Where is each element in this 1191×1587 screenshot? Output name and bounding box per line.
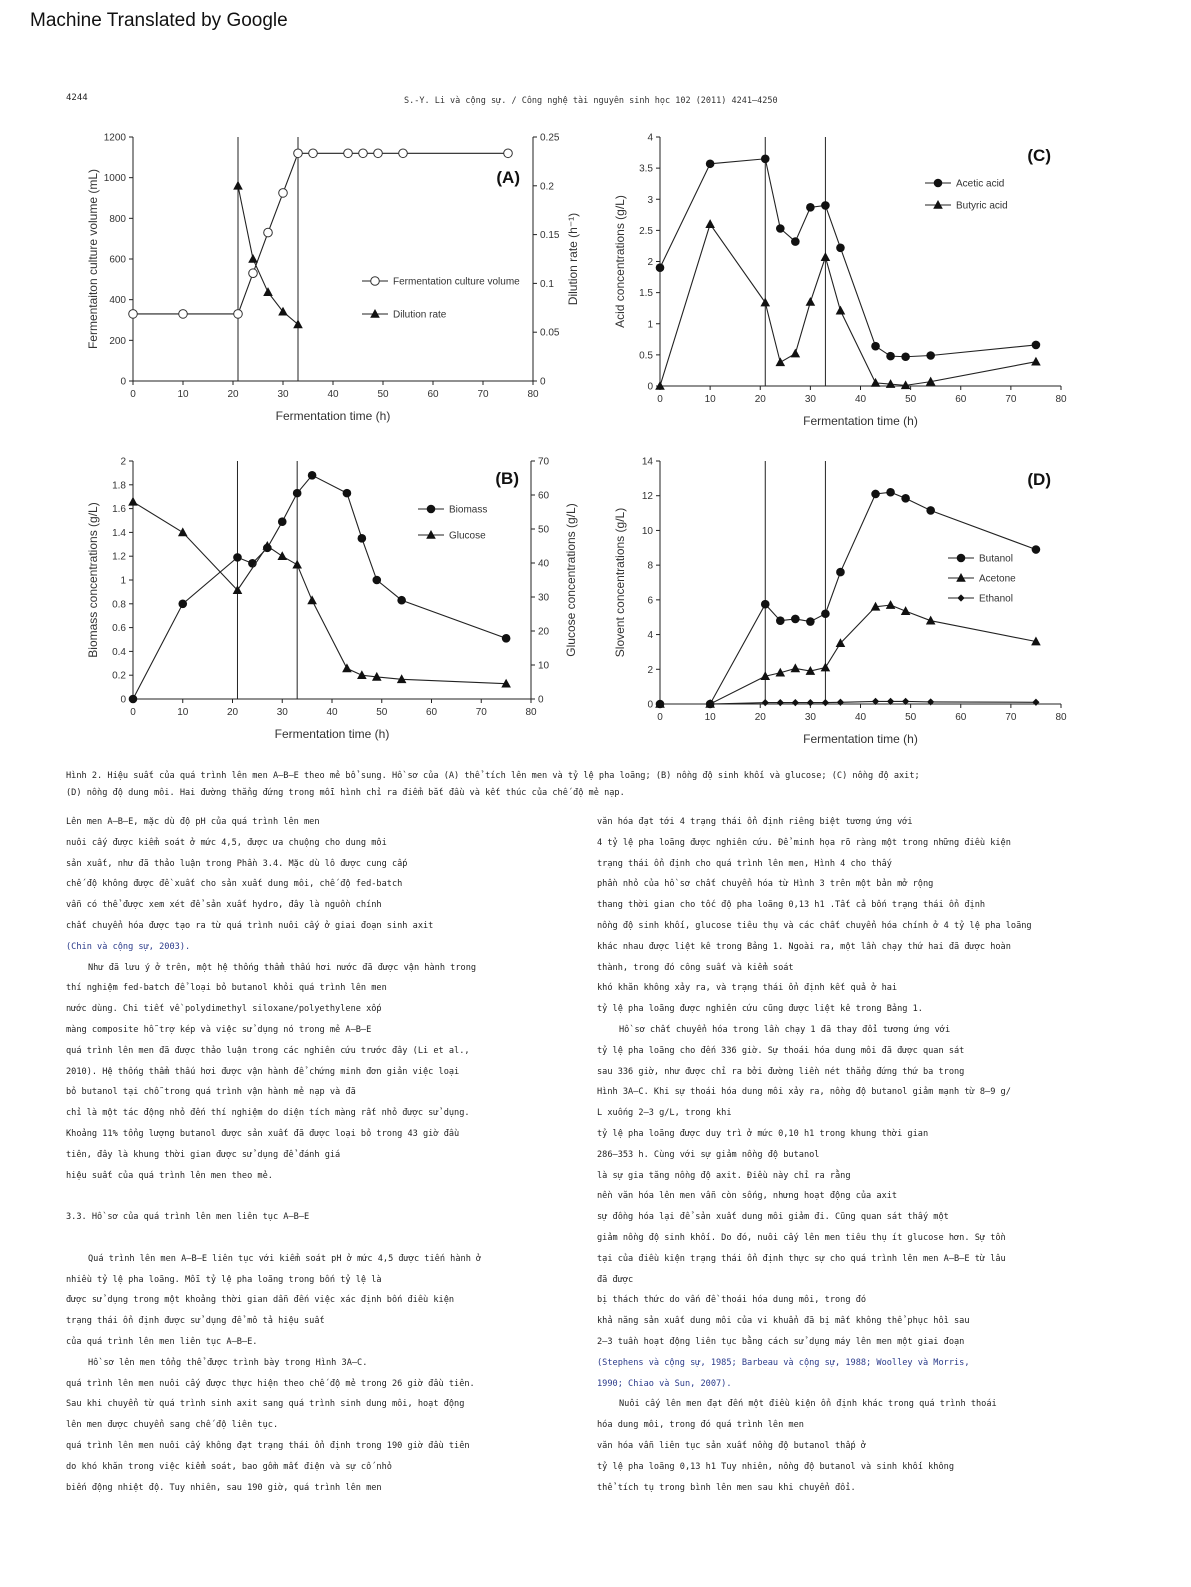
left-column-line — [66, 1228, 586, 1249]
x-tick-label: 60 — [427, 389, 439, 400]
data-point — [926, 351, 935, 360]
right-column-line: là sự gia tăng nồng độ axit. Điều này chỉ ra rằng — [597, 1170, 851, 1181]
data-point — [821, 609, 830, 618]
legend-marker — [934, 179, 943, 188]
right-column-line: phần nhỏ của hồ sơ chất chuyển hóa từ Hình 3 trên một bản mở rộng — [597, 879, 934, 890]
data-point — [233, 553, 242, 562]
series-line — [238, 186, 298, 325]
right-column-line: 286–353 h. Cùng với sự giảm nồng độ butanol — [597, 1149, 820, 1160]
series-line — [133, 502, 506, 684]
left-column-line: do khó khăn trong việc kiểm soát, bao gồm mất điện và sự cố nhỏ — [66, 1461, 392, 1472]
right-column-line: sau 336 giờ, như được chỉ ra bởi đường liền nét thẳng đứng thứ ba trong — [597, 1066, 965, 1077]
x-tick-label: 0 — [657, 394, 663, 405]
y-tick-label: 1.6 — [112, 504, 126, 516]
x-tick-label: 80 — [1055, 394, 1067, 405]
right-column-line: thể tích tụ trong bình lên men sau khi chuyển đổi. — [597, 1482, 856, 1493]
data-point — [248, 254, 258, 263]
data-point — [760, 298, 770, 307]
right-column-line: sự đồng hóa lại để sản xuất dung môi giảm đi. Cũng quan sát thấy một — [597, 1212, 949, 1223]
data-point — [1032, 341, 1041, 350]
y-tick-label: 1200 — [103, 132, 126, 144]
legend-marker — [371, 277, 380, 286]
left-column-line: Lên men A–B–E, mặc dù độ pH của quá trình lên men — [66, 817, 320, 827]
x-tick-label: 50 — [376, 707, 388, 718]
data-point — [399, 149, 408, 158]
left-column-line: thí nghiệm fed-batch để loại bỏ butanol khỏi quá trình lên men — [66, 983, 387, 994]
y2-axis-label: Glucose concentrations (g/L) — [564, 503, 578, 657]
y-tick-label: 400 — [109, 295, 126, 307]
left-column-line: tiên, đây là khung thời gian được sử dụng để đánh giá — [66, 1149, 341, 1160]
y-tick-label: 2.5 — [639, 225, 653, 237]
y-tick-label: 2 — [647, 664, 653, 676]
panel-label: (D) — [1027, 470, 1051, 489]
x-tick-label: 0 — [657, 712, 663, 723]
y-tick-label: 10 — [641, 525, 653, 537]
x-axis-label: Fermentation time (h) — [803, 732, 918, 746]
x-tick-label: 10 — [177, 707, 189, 718]
panel-label: (C) — [1027, 146, 1051, 165]
series-line — [660, 605, 1036, 704]
legend-marker — [956, 573, 966, 582]
left-column-line: vẫn có thể được xem xét để sản xuất hydro, đây là nguồn chính — [66, 900, 382, 911]
data-point — [836, 568, 845, 577]
y-tick-label: 6 — [647, 595, 653, 607]
x-tick-label: 30 — [276, 707, 288, 718]
x-tick-label: 20 — [754, 712, 766, 723]
legend-label: Butanol — [979, 553, 1013, 565]
page-number: 4244 — [66, 93, 88, 103]
left-column-line: biến động nhiệt độ. Tuy nhiên, sau 190 giờ, quá trình lên men — [66, 1482, 382, 1493]
data-point — [359, 149, 368, 158]
left-column-line: nuôi cấy được kiểm soát ở mức 4,5, được ưa chuộng cho dung môi — [66, 837, 387, 848]
data-point — [264, 228, 273, 237]
left-column-line: 2010). Hệ thống thẩm thấu hơi được vận hành để chứng minh đơn giản việc loại — [66, 1066, 460, 1077]
running-head: S.-Y. Li và cộng sự. / Công nghệ tài nguyên sinh học 102 (2011) 4241–4250 — [404, 96, 778, 106]
right-column-line: khác nhau được liệt kê trong Bảng 1. Ngoài ra, một lần chạy thứ hai đã được hoàn — [597, 941, 1011, 952]
right-column-line: trạng thái ổn định cho quá trình lên men, Hình 4 cho thấy — [597, 858, 892, 869]
data-point — [178, 600, 187, 609]
y-tick-label: 4 — [647, 630, 653, 642]
x-tick-label: 10 — [177, 389, 189, 400]
left-column-line: 3.3. Hồ sơ của quá trình lên men liên tục A–B–E — [66, 1212, 310, 1223]
left-column-line: Sau khi chuyển từ quá trình sinh axit sang quá trình sinh dung môi, hoạt động — [66, 1399, 465, 1410]
data-point — [837, 699, 844, 706]
left-column-line: chất chuyển hóa được tạo ra từ quá trình nuôi cấy ở giai đoạn sinh axit — [66, 920, 434, 931]
x-tick-label: 40 — [854, 394, 867, 405]
x-tick-label: 0 — [130, 389, 136, 400]
y-axis-label: Slovent concentrations (g/L) — [613, 507, 627, 658]
right-column-line: nền văn hóa lên men vẫn còn sống, nhưng hoạt động của axit — [597, 1191, 898, 1202]
x-tick-label: 50 — [905, 712, 917, 723]
chart-panel-d — [613, 457, 1067, 747]
chart-panel-b — [86, 457, 578, 742]
data-point — [806, 203, 815, 212]
data-point — [791, 237, 800, 246]
data-point — [263, 287, 273, 296]
y2-tick-label: 0.1 — [540, 278, 554, 290]
data-point — [504, 149, 513, 158]
x-tick-label: 30 — [804, 712, 816, 723]
left-column-line: nhiều tỷ lệ pha loãng. Mỗi tỷ lệ pha loãng trong bốn tỷ lệ là — [66, 1274, 382, 1285]
y2-tick-label: 0.25 — [540, 132, 560, 144]
y2-tick-label: 40 — [538, 558, 550, 570]
legend-label: Ethanol — [979, 593, 1013, 605]
data-point — [372, 576, 381, 585]
x-tick-label: 80 — [525, 707, 537, 718]
x-tick-label: 80 — [527, 389, 539, 400]
legend-marker — [426, 530, 436, 539]
data-point — [762, 699, 769, 706]
legend-label: Biomass — [449, 504, 488, 516]
y-tick-label: 600 — [109, 254, 126, 266]
y2-tick-label: 70 — [538, 456, 550, 468]
right-column-line: Hình 3A–C. Khi sự thoái hóa dung môi xảy ra, nồng độ butanol giảm mạnh từ 8–9 g/ — [597, 1087, 1011, 1098]
left-column-line: Hồ sơ lên men tổng thể được trình bày trong Hình 3A–C. — [88, 1357, 368, 1368]
y-tick-label: 8 — [647, 560, 653, 572]
x-tick-label: 40 — [326, 707, 338, 718]
x-tick-label: 80 — [1055, 712, 1067, 723]
left-column-line: chỉ là một tác động nhỏ đến thí nghiệm do diện tích màng rất nhỏ được sử dụng. — [66, 1108, 470, 1119]
data-point — [836, 306, 846, 315]
x-tick-label: 70 — [475, 707, 487, 718]
right-column-line: tỷ lệ pha loãng được duy trì ở mức 0,10 h1 trong khung thời gian — [597, 1128, 929, 1139]
legend-label: Fermentation culture volume — [393, 276, 520, 288]
right-column-line: L xuống 2–3 g/L, trong khi — [597, 1108, 732, 1119]
data-point — [277, 551, 287, 560]
series-line — [660, 224, 1036, 386]
data-point — [821, 252, 831, 261]
data-point — [1031, 357, 1041, 366]
left-column-line: trạng thái ổn định được sử dụng để mô tả hiệu suất — [66, 1316, 325, 1327]
left-column-line: sản xuất, như đã thảo luận trong Phần 3.4. Mặc dù lô được cung cấp — [66, 858, 408, 869]
y2-tick-label: 0.05 — [540, 327, 560, 339]
x-tick-label: 70 — [1005, 712, 1017, 723]
data-point — [901, 606, 911, 615]
y-tick-label: 0.2 — [112, 670, 126, 682]
x-tick-label: 10 — [704, 712, 716, 723]
y2-tick-label: 0 — [538, 694, 544, 706]
y-tick-label: 200 — [109, 335, 126, 347]
x-tick-label: 60 — [425, 707, 438, 718]
right-column-line: khó khăn không xảy ra, và trạng thái ổn định kết quả ở hai — [597, 983, 898, 994]
y-axis-label: Acid concentrations (g/L) — [613, 195, 627, 328]
data-point — [279, 189, 288, 198]
data-point — [806, 297, 816, 306]
data-point — [777, 699, 784, 706]
data-point — [871, 378, 881, 387]
data-point — [129, 310, 138, 319]
data-point — [293, 319, 303, 328]
y-axis-label: Biomass concentrations (g/L) — [86, 502, 100, 658]
x-tick-label: 50 — [377, 389, 389, 400]
x-tick-label: 20 — [227, 389, 239, 400]
left-column-line: hiệu suất của quá trình lên men theo mẻ. — [66, 1170, 273, 1181]
y2-tick-label: 20 — [538, 626, 550, 638]
left-column-line: của quá trình lên men liên tục A–B–E. — [66, 1336, 258, 1347]
x-tick-label: 50 — [905, 394, 917, 405]
left-column-line — [66, 1186, 586, 1207]
data-point — [358, 534, 367, 543]
right-column-line: thang thời gian cho tốc độ pha loãng 0,13 h1 .Tất cả bốn trạng thái ổn định — [597, 900, 986, 911]
y-tick-label: 0.8 — [112, 599, 126, 611]
y2-tick-label: 60 — [538, 490, 550, 502]
left-column-line: được sử dụng trong một khoảng thời gian dẫn đến việc xác định bốn điều kiện — [66, 1295, 455, 1306]
data-point — [806, 617, 815, 626]
y2-tick-label: 30 — [538, 592, 550, 604]
data-point — [791, 615, 800, 624]
y-tick-label: 0.5 — [639, 350, 653, 362]
y-tick-label: 0 — [120, 376, 126, 388]
y-tick-label: 800 — [109, 213, 126, 225]
y-tick-label: 1.8 — [112, 480, 126, 492]
data-point — [179, 310, 188, 319]
data-point — [791, 349, 801, 358]
y2-tick-label: 0.2 — [540, 181, 554, 193]
data-point — [343, 489, 352, 498]
machine-translated-banner: Machine Translated by Google — [30, 10, 288, 31]
legend-label: Dilution rate — [393, 309, 447, 321]
data-point — [705, 219, 715, 228]
x-tick-label: 20 — [754, 394, 766, 405]
right-column-line: 4 tỷ lệ pha loãng được nghiên cứu. Để minh họa rõ ràng một trong những điều kiện — [597, 837, 1011, 848]
right-column-line: hóa dung môi, trong đó quá trình lên men — [597, 1420, 804, 1431]
legend-marker — [933, 200, 943, 209]
y-axis-label: Fermentaiton culture volume (mL) — [86, 168, 100, 350]
right-text-column — [597, 812, 1117, 1498]
y-tick-label: 0 — [647, 699, 653, 711]
x-tick-label: 40 — [327, 389, 339, 400]
panel-label: (A) — [496, 168, 520, 187]
data-point — [342, 663, 352, 672]
right-column-line: văn hóa vẫn liên tục sản xuất nồng độ butanol thấp ở — [597, 1440, 867, 1451]
left-column-line: Như đã lưu ý ở trên, một hệ thống thẩm thấu hơi nước đã được vận hành trong — [88, 962, 477, 973]
y-tick-label: 1000 — [103, 173, 126, 185]
legend-label: Acetic acid — [956, 178, 1005, 190]
left-column-line: bỏ butanol tại chỗ trong quá trình vận hành mẻ nạp và đã — [66, 1087, 356, 1098]
data-point — [294, 149, 303, 158]
y2-tick-label: 0.15 — [540, 230, 560, 242]
y-tick-label: 1.2 — [112, 551, 126, 563]
data-point — [374, 149, 383, 158]
data-point — [886, 352, 895, 361]
x-tick-label: 60 — [955, 394, 967, 405]
caption-line-2: (D) nồng độ dung môi. Hai đường thẳng đứng trong mỗi hình chỉ ra điểm bắt đầu và kết thúc của chế độ mẻ nạp. — [66, 788, 625, 798]
x-tick-label: 60 — [955, 712, 967, 723]
y-tick-label: 1.5 — [639, 288, 653, 300]
left-column-line: quá trình lên men nuôi cấy được thực hiện theo chế độ mẻ trong 26 giờ đầu tiên. — [66, 1378, 475, 1389]
x-tick-label: 20 — [226, 707, 239, 718]
data-point — [791, 663, 801, 672]
chart-panel-c — [613, 133, 1067, 429]
data-point — [307, 595, 317, 604]
series-line — [133, 153, 508, 314]
caption-line-1: Hình 2. Hiệu suất của quá trình lên men A–B–E theo mẻ bổ sung. Hồ sơ của (A) thể tích lên men và tỷ lệ pha loãng; (B) nồng độ sinh khối và glucose; (C) nồng độ axit; — [66, 771, 920, 781]
x-tick-label: 0 — [130, 707, 136, 718]
data-point — [278, 517, 287, 526]
right-column-line: 1990; Chiao và Sun, 2007). — [597, 1378, 732, 1389]
data-point — [249, 269, 258, 278]
y-tick-label: 1 — [120, 575, 126, 587]
x-tick-label: 30 — [804, 394, 816, 405]
data-point — [357, 670, 367, 679]
right-column-line: văn hóa đạt tới 4 trạng thái ổn định riêng biệt tương ứng với — [597, 817, 913, 827]
data-point — [776, 224, 785, 233]
data-point — [822, 699, 829, 706]
y-tick-label: 1 — [647, 319, 653, 331]
data-point — [656, 263, 665, 272]
x-tick-label: 70 — [477, 389, 489, 400]
right-column-line: bị thách thức do vấn đề thoái hóa dung môi, trong đó — [597, 1295, 867, 1306]
y2-tick-label: 50 — [538, 524, 550, 536]
legend-label: Acetone — [979, 573, 1016, 585]
data-point — [309, 149, 318, 158]
data-point — [776, 616, 785, 625]
legend-marker — [427, 505, 436, 514]
right-column-line: giảm nồng độ sinh khối. Do đó, nuôi cấy lên men tiêu thụ ít glucose hơn. Sự tồn — [597, 1232, 1006, 1243]
data-point — [886, 488, 895, 497]
left-column-line: chế độ không được đề xuất cho sản xuất dung môi, chế độ fed-batch — [66, 879, 403, 890]
left-column-line: nước dùng. Chi tiết về polydimethyl siloxane/polyethylene xốp — [66, 1004, 382, 1015]
data-point — [886, 600, 896, 609]
data-point — [344, 149, 353, 158]
right-column-line: đã được — [597, 1274, 634, 1285]
chart-panel-a — [86, 133, 580, 424]
left-column-line: màng composite hỗ trợ kép và việc sử dụng nó trong mẻ A–B–E — [66, 1024, 372, 1035]
y-tick-label: 0.4 — [112, 646, 126, 658]
legend-marker — [957, 594, 964, 601]
right-column-line: (Stephens và cộng sự, 1985; Barbeau và cộng sự, 1988; Woolley và Morris, — [597, 1357, 970, 1368]
y2-tick-label: 10 — [538, 660, 550, 672]
y-tick-label: 2 — [120, 456, 126, 468]
y-tick-label: 1.4 — [112, 527, 126, 539]
y2-axis-label: Dilution rate (h⁻¹) — [566, 212, 580, 306]
y-tick-label: 0 — [120, 694, 126, 706]
data-point — [706, 159, 715, 168]
left-column-line: quá trình lên men nuôi cấy không đạt trạng thái ổn định trong 190 giờ đầu tiên — [66, 1440, 470, 1451]
data-point — [821, 663, 831, 672]
data-point — [1032, 545, 1041, 554]
y-tick-label: 3.5 — [639, 163, 653, 175]
data-point — [397, 596, 406, 605]
panel-label: (B) — [495, 469, 519, 488]
left-column-line: quá trình lên men đã được thảo luận trong các nghiên cứu trước đây (Li et al., — [66, 1045, 470, 1056]
right-column-line: thành, trong đó công suất và kiểm soát — [597, 962, 794, 973]
x-tick-label: 70 — [1005, 394, 1017, 405]
data-point — [926, 506, 935, 515]
x-tick-label: 30 — [277, 389, 289, 400]
data-point — [807, 699, 814, 706]
data-point — [129, 695, 138, 704]
data-point — [128, 497, 138, 506]
x-axis-label: Fermentation time (h) — [803, 414, 918, 428]
y-tick-label: 4 — [647, 132, 653, 144]
data-point — [901, 352, 910, 361]
legend-label: Butyric acid — [956, 200, 1008, 212]
right-column-line: khả năng sản xuất dung môi của vi khuẩn đã bị mất không thể phục hồi sau — [597, 1316, 970, 1327]
left-column-line: (Chin và cộng sự, 2003). — [66, 941, 191, 952]
legend-marker — [957, 554, 966, 563]
data-point — [292, 560, 302, 569]
data-point — [761, 600, 770, 609]
right-column-line: tỷ lệ pha loãng cho đến 336 giờ. Sự thoái hóa dung môi đã được quan sát — [597, 1045, 965, 1056]
data-point — [926, 616, 936, 625]
data-point — [836, 244, 845, 253]
data-point — [293, 489, 302, 498]
figure-2-charts — [0, 0, 1191, 760]
data-point — [821, 201, 830, 210]
x-axis-label: Fermentation time (h) — [275, 409, 391, 423]
y-tick-label: 12 — [641, 491, 653, 503]
data-point — [308, 471, 317, 480]
data-point — [761, 154, 770, 163]
x-axis-label: Fermentation time (h) — [274, 727, 390, 741]
y-tick-label: 3 — [647, 194, 653, 206]
x-tick-label: 40 — [854, 712, 867, 723]
x-tick-label: 10 — [704, 394, 716, 405]
data-point — [233, 181, 243, 190]
y2-tick-label: 0 — [540, 376, 546, 388]
right-column-line: nồng độ sinh khối, glucose tiêu thụ và các chất chuyển hóa chính ở 4 tỷ lệ pha loãng — [597, 920, 1032, 931]
data-point — [776, 357, 786, 366]
y-tick-label: 14 — [641, 456, 653, 468]
y-tick-label: 2 — [647, 257, 653, 268]
right-column-line: tại của điều kiện trạng thái ổn định thực sự cho quá trình lên men A–B–E từ lâu — [597, 1253, 1006, 1264]
left-column-line: Khoảng 11% tổng lượng butanol được sản xuất đã được loại bỏ trong 43 giờ đầu — [66, 1128, 460, 1139]
data-point — [178, 527, 188, 536]
figure-caption — [66, 768, 1126, 802]
data-point — [502, 634, 511, 643]
right-column-line: Nuôi cấy lên men đạt đến một điều kiện ổn định khác trong quá trình thoái — [619, 1399, 997, 1410]
left-column-line: lên men được chuyển sang chế độ liên tục. — [66, 1420, 279, 1431]
right-column-line: tỷ lệ pha loãng 0,13 h1 Tuy nhiên, nồng độ butanol và sinh khối không — [597, 1461, 954, 1472]
data-point — [655, 381, 665, 390]
right-column-line: Hồ sơ chất chuyển hóa trong lần chạy 1 đã thay đổi tương ứng với — [619, 1024, 951, 1035]
right-column-line: tỷ lệ pha loãng được nghiên cứu cũng được liệt kê trong Bảng 1. — [597, 1004, 923, 1015]
y-tick-label: 0.6 — [112, 623, 126, 635]
data-point — [871, 490, 880, 499]
data-point — [901, 494, 910, 503]
data-point — [234, 310, 243, 319]
left-text-column — [66, 812, 586, 1498]
left-column-line: Quá trình lên men A–B–E liên tục với kiểm soát pH ở mức 4,5 được tiến hành ở — [88, 1253, 482, 1264]
data-point — [792, 699, 799, 706]
data-point — [1032, 699, 1039, 706]
right-column-line: 2–3 tuần hoạt động liên tục bằng cách sử dụng máy lên men một giai đoạn — [597, 1336, 965, 1347]
legend-label: Glucose — [449, 530, 486, 542]
y-tick-label: 0 — [647, 381, 653, 393]
data-point — [871, 342, 880, 351]
legend-marker — [370, 309, 380, 318]
